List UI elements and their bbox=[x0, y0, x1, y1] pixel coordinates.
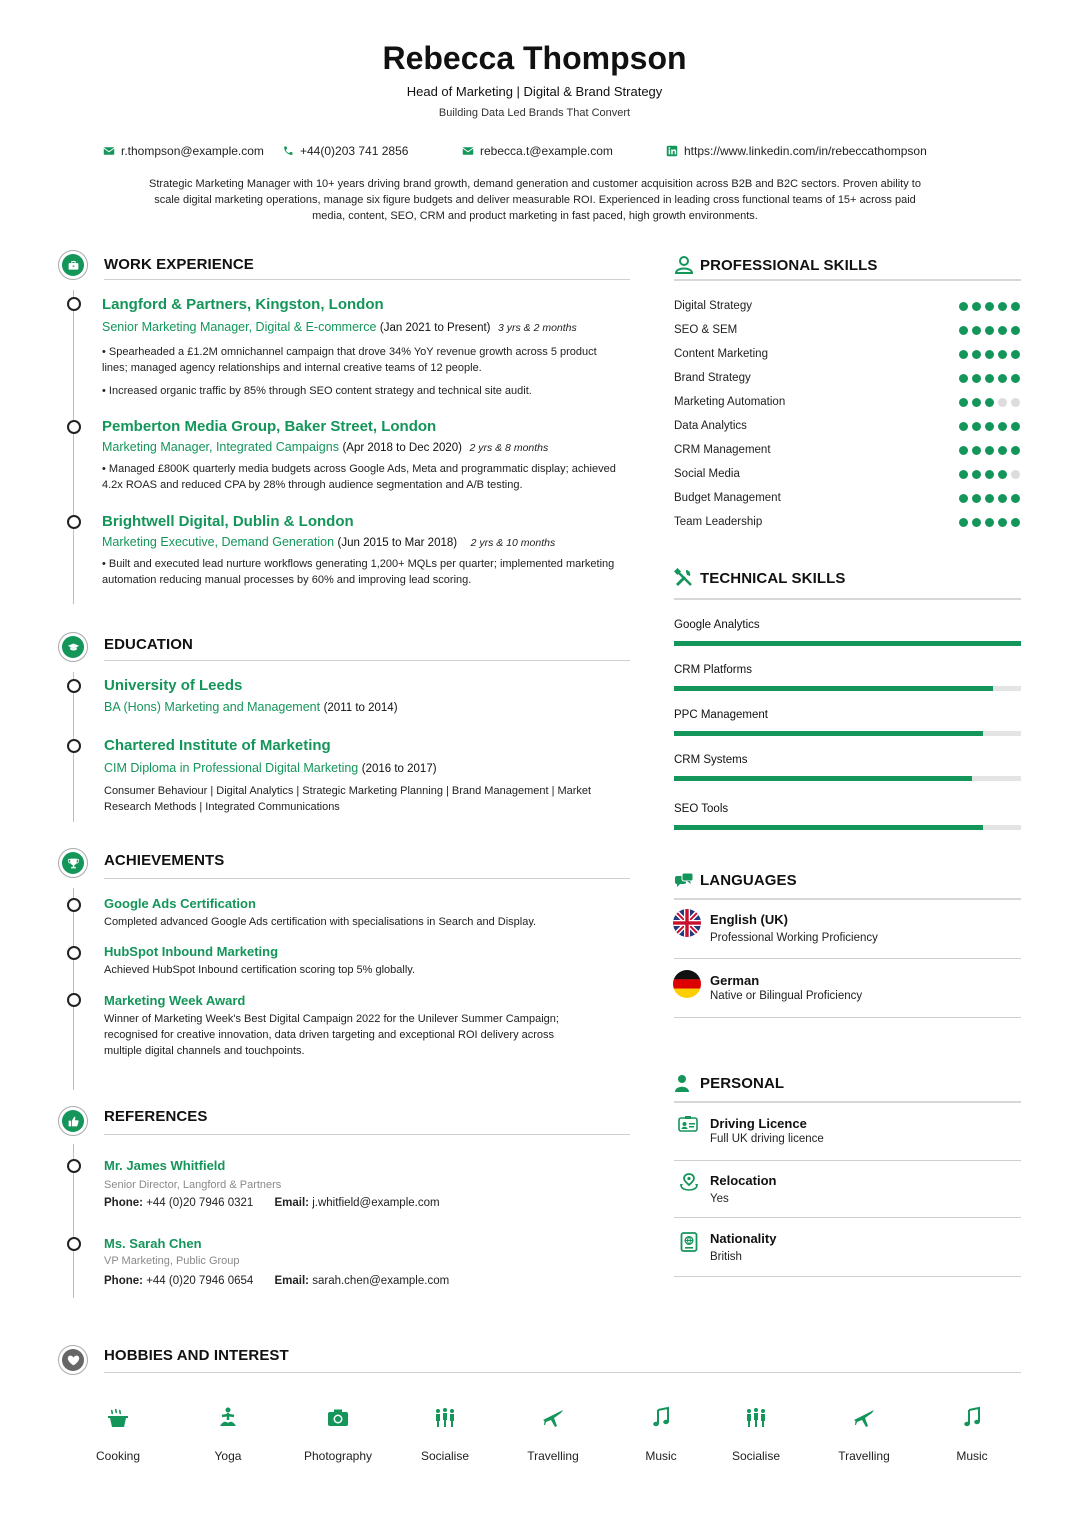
tech-skill-item bbox=[674, 619, 1021, 664]
tech-skill-label: CRM Platforms bbox=[674, 664, 752, 676]
divider bbox=[674, 958, 1021, 959]
tech-skill-item bbox=[674, 664, 1021, 709]
job-bullet: • Built and executed lead nurture workflows generating 1,200+ MQLs per quarter; implemented marketing automation reducing manual processes by 60% and improving lead scoring. bbox=[102, 558, 615, 586]
job-role: Marketing Executive, Demand Generation bbox=[102, 535, 335, 549]
reference-contact bbox=[104, 1275, 449, 1287]
achievement-title: Google Ads Certification bbox=[104, 896, 256, 911]
section-title-education: EDUCATION bbox=[104, 636, 193, 653]
rating-dot bbox=[998, 494, 1007, 503]
tagline: Building Data Led Brands That Convert bbox=[438, 107, 631, 119]
rating-dot bbox=[998, 374, 1007, 383]
job-duration: 3 yrs & 2 months bbox=[497, 322, 577, 334]
section-title-work: WORK EXPERIENCE bbox=[104, 256, 254, 273]
skill-bar-track bbox=[674, 641, 1021, 646]
rating-dot bbox=[959, 494, 968, 503]
reference-email[interactable]: sarah.chen@example.com bbox=[312, 1275, 450, 1287]
hobby-item bbox=[814, 1406, 914, 1463]
pro-skills-list bbox=[674, 294, 1020, 534]
skill-bar-fill bbox=[674, 641, 1021, 646]
divider bbox=[104, 1134, 630, 1135]
hobby-label: Travelling bbox=[527, 1449, 579, 1463]
skill-rating bbox=[959, 518, 1020, 527]
section-title-hobbies: HOBBIES AND INTEREST bbox=[104, 1347, 289, 1364]
skill-bar-track bbox=[674, 776, 1021, 781]
section-title-personal: PERSONAL bbox=[700, 1075, 785, 1092]
pro-skill-row bbox=[674, 294, 1020, 318]
headline: Head of Marketing | Digital & Brand Strategy bbox=[406, 84, 663, 99]
rating-dot bbox=[959, 302, 968, 311]
rating-dot bbox=[959, 326, 968, 335]
skill-rating bbox=[959, 374, 1020, 383]
hobby-label: Music bbox=[956, 1449, 988, 1463]
rating-dot bbox=[998, 422, 1007, 431]
divider bbox=[674, 1276, 1021, 1277]
rating-dot bbox=[998, 302, 1007, 311]
tech-skill-label: Google Analytics bbox=[674, 619, 760, 631]
rating-dot bbox=[972, 398, 981, 407]
hobby-item bbox=[503, 1406, 603, 1463]
rating-dot bbox=[959, 374, 968, 383]
hobby-label: Photography bbox=[303, 1449, 373, 1463]
rating-dot bbox=[985, 374, 994, 383]
hobby-item bbox=[288, 1406, 388, 1463]
hobby-item bbox=[922, 1406, 1022, 1463]
briefcase-icon bbox=[58, 250, 88, 280]
edu-details: Consumer Behaviour | Digital Analytics | Strategic Marketing Planning | Brand Management | Market Research Methods | Integrated Communications bbox=[104, 785, 592, 813]
skill-bar-fill bbox=[674, 686, 993, 691]
edu-degree-line bbox=[104, 700, 398, 714]
email-label: Email: bbox=[274, 1275, 310, 1287]
linkedin-icon bbox=[666, 145, 678, 157]
achievement-text: Completed advanced Google Ads certification with specialisations in Search and Display. bbox=[104, 916, 537, 928]
phone-label: Phone: bbox=[104, 1275, 143, 1287]
divider bbox=[674, 598, 1021, 600]
yoga-icon bbox=[216, 1406, 240, 1430]
reference-contact bbox=[104, 1197, 440, 1209]
pro-skill-label: Data Analytics bbox=[674, 420, 747, 432]
timeline-node bbox=[67, 297, 81, 311]
graduation-cap-icon bbox=[58, 632, 88, 662]
rating-dot bbox=[985, 518, 994, 527]
skill-bar-track bbox=[674, 731, 1021, 736]
thumbs-up-icon bbox=[58, 1106, 88, 1136]
job-duration: 2 yrs & 10 months bbox=[470, 537, 556, 549]
rating-dot bbox=[959, 350, 968, 359]
achievement-title: Marketing Week Award bbox=[104, 993, 246, 1008]
hobby-item bbox=[178, 1406, 278, 1463]
hobby-item bbox=[706, 1406, 806, 1463]
rating-dot bbox=[959, 446, 968, 455]
language-name: English (UK) bbox=[710, 912, 788, 927]
rating-dot bbox=[998, 350, 1007, 359]
rating-dot bbox=[985, 398, 994, 407]
rating-dot bbox=[985, 350, 994, 359]
timeline-line bbox=[73, 290, 74, 604]
trophy-icon bbox=[58, 848, 88, 878]
skill-rating bbox=[959, 302, 1020, 311]
job-role-line bbox=[102, 440, 548, 454]
hobby-label: Travelling bbox=[838, 1449, 890, 1463]
tech-skill-item bbox=[674, 803, 1021, 848]
job-role: Senior Marketing Manager, Digital & E-commerce bbox=[102, 320, 377, 334]
tech-skill-label: CRM Systems bbox=[674, 754, 748, 766]
skill-bar-fill bbox=[674, 825, 983, 830]
divider bbox=[104, 878, 630, 879]
envelope-icon bbox=[462, 145, 474, 157]
rating-dot bbox=[985, 326, 994, 335]
divider bbox=[674, 1101, 1021, 1103]
rating-dot bbox=[1011, 350, 1020, 359]
person-icon bbox=[674, 1074, 690, 1092]
reference-email[interactable]: j.whitfield@example.com bbox=[312, 1197, 440, 1209]
contact-email-alt-text: rebecca.t@example.com bbox=[480, 144, 613, 158]
heart-icon bbox=[58, 1345, 88, 1375]
timeline-node bbox=[67, 515, 81, 529]
job-role-line bbox=[102, 320, 577, 334]
rating-dot bbox=[1011, 494, 1020, 503]
edu-dates: (2011 to 2014) bbox=[323, 702, 398, 714]
email-label: Email: bbox=[274, 1197, 310, 1209]
pro-skill-label: Team Leadership bbox=[674, 516, 763, 528]
job-company: Langford & Partners, Kingston, London bbox=[102, 296, 384, 313]
rating-dot bbox=[998, 518, 1007, 527]
contact-linkedin[interactable] bbox=[666, 144, 927, 158]
timeline-node bbox=[67, 679, 81, 693]
pro-skill-row bbox=[674, 438, 1020, 462]
tech-skills-list bbox=[674, 619, 1021, 848]
rating-dot bbox=[998, 398, 1007, 407]
rating-dot bbox=[972, 326, 981, 335]
profile-summary: Strategic Marketing Manager with 10+ years driving brand growth, demand generation and customer acquisition across B2B and B2C sectors. Proven ability to scale digital marketing operations, manage six figure budgets and deliver measurable ROI. Experienced in leading cross functional teams of 15+ across paid media, content, SEO, CRM and product marketing in fast paced, high growth environments. bbox=[149, 178, 921, 222]
id-card-icon bbox=[678, 1115, 698, 1133]
personal-title: Relocation bbox=[710, 1173, 777, 1188]
music-icon bbox=[960, 1406, 984, 1430]
language-name: German bbox=[710, 973, 760, 988]
divider bbox=[674, 1160, 1021, 1161]
contact-email-alt[interactable] bbox=[462, 144, 613, 158]
divider bbox=[674, 1017, 1021, 1018]
rating-dot bbox=[1011, 302, 1020, 311]
edu-degree: CIM Diploma in Professional Digital Marketing bbox=[104, 761, 359, 775]
job-company: Pemberton Media Group, Baker Street, London bbox=[102, 418, 437, 435]
reference-name: Ms. Sarah Chen bbox=[104, 1236, 202, 1251]
personal-value: Yes bbox=[710, 1193, 729, 1205]
skill-bar-track bbox=[674, 825, 1021, 830]
skill-rating bbox=[959, 422, 1020, 431]
rating-dot bbox=[959, 518, 968, 527]
hobbies-row bbox=[68, 1406, 1022, 1463]
pro-skill-row bbox=[674, 342, 1020, 366]
rating-dot bbox=[998, 446, 1007, 455]
rating-dot bbox=[985, 470, 994, 479]
tools-icon bbox=[674, 568, 694, 588]
hobby-label: Yoga bbox=[214, 1449, 242, 1463]
pro-skill-row bbox=[674, 462, 1020, 486]
skill-rating bbox=[959, 470, 1020, 479]
rating-dot bbox=[1011, 374, 1020, 383]
hobby-item bbox=[395, 1406, 495, 1463]
rating-dot bbox=[985, 446, 994, 455]
hobby-label: Cooking bbox=[95, 1449, 141, 1463]
hobby-label: Socialise bbox=[420, 1449, 470, 1463]
user-outline-icon bbox=[674, 255, 694, 275]
cooking-icon bbox=[106, 1406, 130, 1430]
rating-dot bbox=[959, 398, 968, 407]
relocation-icon bbox=[679, 1172, 699, 1192]
camera-icon bbox=[326, 1406, 350, 1430]
timeline-node bbox=[67, 1237, 81, 1251]
personal-value: British bbox=[710, 1251, 742, 1263]
tech-skill-label: PPC Management bbox=[674, 709, 768, 721]
music-icon bbox=[649, 1406, 673, 1430]
reference-title: VP Marketing, Public Group bbox=[104, 1255, 240, 1267]
section-title-languages: LANGUAGES bbox=[700, 872, 797, 889]
job-duration: 2 yrs & 8 months bbox=[469, 442, 549, 454]
timeline-line bbox=[73, 888, 74, 1090]
plane-icon bbox=[852, 1406, 876, 1430]
people-icon bbox=[744, 1406, 768, 1430]
skill-rating bbox=[959, 398, 1020, 407]
skill-rating bbox=[959, 326, 1020, 335]
people-icon bbox=[433, 1406, 457, 1430]
pro-skill-row bbox=[674, 390, 1020, 414]
edu-dates: (2016 to 2017) bbox=[361, 763, 437, 775]
edu-degree-line bbox=[104, 761, 437, 775]
rating-dot bbox=[972, 374, 981, 383]
pro-skill-label: Digital Strategy bbox=[674, 300, 752, 312]
pro-skill-row bbox=[674, 510, 1020, 534]
rating-dot bbox=[959, 470, 968, 479]
pro-skill-label: SEO & SEM bbox=[674, 324, 738, 336]
job-role: Marketing Manager, Integrated Campaigns bbox=[102, 440, 339, 454]
rating-dot bbox=[972, 422, 981, 431]
reference-phone[interactable]: +44 (0)20 7946 0654 bbox=[146, 1275, 254, 1287]
job-dates: (Apr 2018 to Dec 2020) bbox=[342, 442, 462, 454]
section-title-pro-skills: PROFESSIONAL SKILLS bbox=[700, 257, 878, 274]
divider bbox=[104, 279, 630, 280]
rating-dot bbox=[1011, 326, 1020, 335]
timeline-node bbox=[67, 993, 81, 1007]
passport-icon bbox=[680, 1232, 698, 1252]
skill-bar-track bbox=[674, 686, 1021, 691]
reference-title: Senior Director, Langford & Partners bbox=[104, 1179, 282, 1191]
skill-rating bbox=[959, 446, 1020, 455]
rating-dot bbox=[1011, 470, 1020, 479]
rating-dot bbox=[959, 422, 968, 431]
achievement-title: HubSpot Inbound Marketing bbox=[104, 944, 279, 959]
divider bbox=[104, 660, 630, 661]
job-bullet: • Increased organic traffic by 85% through SEO content strategy and technical site audit. bbox=[102, 385, 532, 397]
personal-title: Nationality bbox=[710, 1231, 777, 1246]
divider bbox=[674, 898, 1021, 900]
rating-dot bbox=[972, 302, 981, 311]
job-bullet: • Spearheaded a £1.2M omnichannel campaign that drove 34% YoY revenue growth across 5 product lines; managed agency relationships and internal creative teams of 12 people. bbox=[102, 346, 597, 374]
divider bbox=[674, 279, 1021, 281]
rating-dot bbox=[998, 470, 1007, 479]
pro-skill-label: Content Marketing bbox=[674, 348, 768, 360]
contact-linkedin-text: https://www.linkedin.com/in/rebeccathompson bbox=[684, 144, 927, 158]
uk-flag bbox=[673, 909, 701, 937]
tech-skill-item bbox=[674, 709, 1021, 754]
job-role-line bbox=[102, 535, 555, 549]
edu-school: Chartered Institute of Marketing bbox=[104, 737, 331, 754]
personal-title: Driving Licence bbox=[710, 1116, 807, 1131]
divider bbox=[104, 1372, 1021, 1373]
envelope-icon bbox=[103, 145, 115, 157]
language-level: Native or Bilingual Proficiency bbox=[710, 990, 863, 1002]
rating-dot bbox=[972, 518, 981, 527]
hobby-label: Socialise bbox=[731, 1449, 781, 1463]
rating-dot bbox=[1011, 422, 1020, 431]
contact-phone[interactable] bbox=[282, 144, 408, 158]
contact-email-text: r.thompson@example.com bbox=[121, 144, 264, 158]
chat-bubbles-icon bbox=[674, 872, 694, 890]
timeline-node bbox=[67, 898, 81, 912]
tech-skill-item bbox=[674, 754, 1021, 803]
contact-phone-text: +44(0)203 741 2856 bbox=[300, 144, 409, 158]
timeline-node bbox=[67, 739, 81, 753]
timeline-node bbox=[67, 1159, 81, 1173]
reference-name: Mr. James Whitfield bbox=[104, 1158, 226, 1173]
contact-email[interactable] bbox=[103, 144, 264, 158]
achievement-text: Winner of Marketing Week's Best Digital Campaign 2022 for the Unilever Summer Campaign; recognised for creative innovation, data driven targeting and exceptional ROI delivery across multiple digital channels and touchpoints. bbox=[104, 1013, 559, 1057]
edu-degree: BA (Hons) Marketing and Management bbox=[104, 700, 321, 714]
candidate-name: Rebecca Thompson bbox=[382, 40, 687, 76]
rating-dot bbox=[985, 422, 994, 431]
phone-icon bbox=[282, 145, 294, 157]
hobby-item bbox=[68, 1406, 168, 1463]
rating-dot bbox=[1011, 446, 1020, 455]
divider bbox=[674, 1217, 1021, 1218]
tech-skill-label: SEO Tools bbox=[674, 803, 729, 815]
pro-skill-row bbox=[674, 486, 1020, 510]
hobby-item bbox=[611, 1406, 711, 1463]
job-bullet: • Managed £800K quarterly media budgets across Google Ads, Meta and programmatic display; achieved 4.2x ROAS and reduced CPA by 28% through audience segmentation and A/B testing. bbox=[102, 463, 616, 491]
edu-school: University of Leeds bbox=[104, 677, 243, 694]
pro-skill-label: Budget Management bbox=[674, 492, 781, 504]
pro-skill-label: Marketing Automation bbox=[674, 396, 786, 408]
pro-skill-label: Social Media bbox=[674, 468, 740, 480]
timeline-node bbox=[67, 946, 81, 960]
language-level: Professional Working Proficiency bbox=[710, 932, 878, 944]
section-title-tech-skills: TECHNICAL SKILLS bbox=[700, 570, 846, 587]
section-title-references: REFERENCES bbox=[104, 1108, 208, 1125]
pro-skill-row bbox=[674, 366, 1020, 390]
rating-dot bbox=[972, 470, 981, 479]
achievement-text: Achieved HubSpot Inbound certification scoring top 5% globally. bbox=[104, 964, 416, 976]
rating-dot bbox=[998, 326, 1007, 335]
rating-dot bbox=[985, 494, 994, 503]
hobby-label: Music bbox=[645, 1449, 677, 1463]
skill-rating bbox=[959, 350, 1020, 359]
job-dates: (Jun 2015 to Mar 2018) bbox=[337, 537, 458, 549]
job-dates: (Jan 2021 to Present) bbox=[379, 322, 491, 334]
reference-phone[interactable]: +44 (0)20 7946 0321 bbox=[146, 1197, 254, 1209]
skill-rating bbox=[959, 494, 1020, 503]
rating-dot bbox=[1011, 518, 1020, 527]
germany-flag bbox=[673, 970, 701, 998]
skill-bar-fill bbox=[674, 776, 972, 781]
rating-dot bbox=[972, 494, 981, 503]
pro-skill-label: CRM Management bbox=[674, 444, 771, 456]
pro-skill-row bbox=[674, 414, 1020, 438]
job-company: Brightwell Digital, Dublin & London bbox=[102, 513, 354, 530]
phone-label: Phone: bbox=[104, 1197, 143, 1209]
section-title-achievements: ACHIEVEMENTS bbox=[104, 852, 225, 869]
pro-skill-row bbox=[674, 318, 1020, 342]
rating-dot bbox=[972, 446, 981, 455]
rating-dot bbox=[985, 302, 994, 311]
personal-value: Full UK driving licence bbox=[710, 1133, 824, 1145]
rating-dot bbox=[1011, 398, 1020, 407]
plane-icon bbox=[541, 1406, 565, 1430]
skill-bar-fill bbox=[674, 731, 983, 736]
pro-skill-label: Brand Strategy bbox=[674, 372, 751, 384]
timeline-node bbox=[67, 420, 81, 434]
rating-dot bbox=[972, 350, 981, 359]
